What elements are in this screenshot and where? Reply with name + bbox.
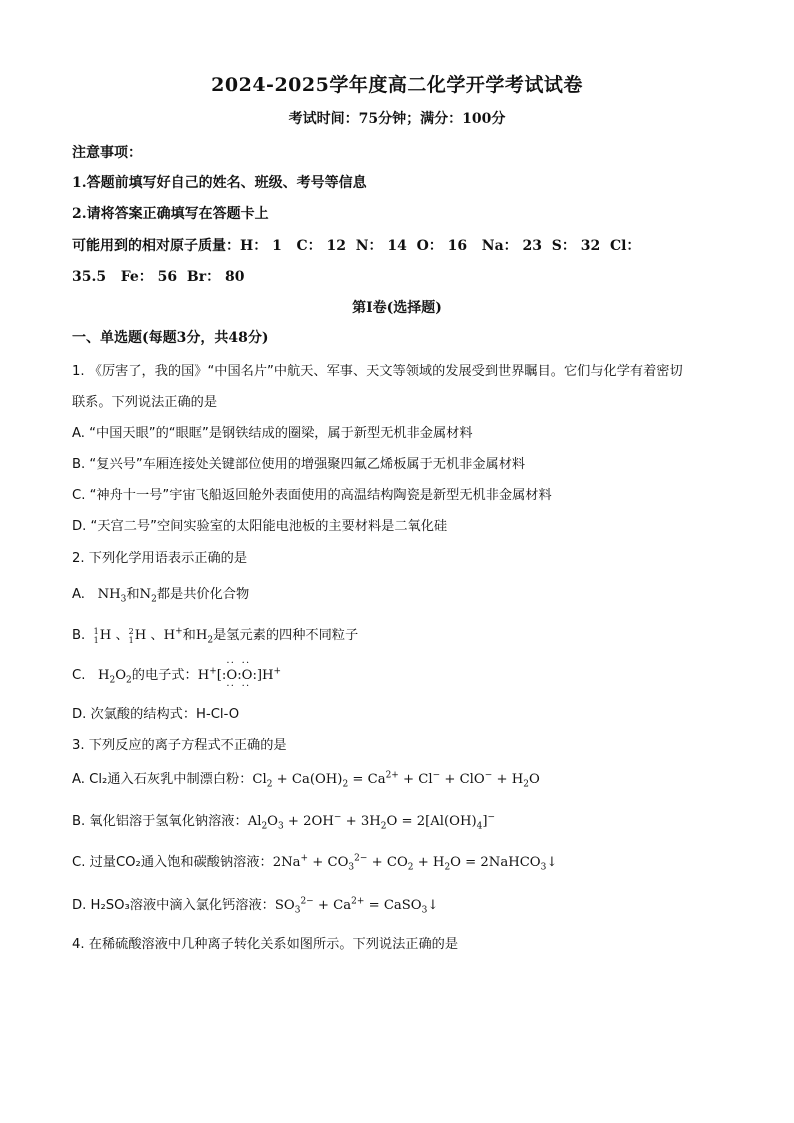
q2-b-text: 是氢元素的四种不同粒子 (213, 628, 359, 643)
q1-option-b: B. “复兴号”车厢连接处关键部位使用的增强聚四氟乙烯板属于无机非金属材料 (72, 457, 526, 472)
q3-option-a (72, 768, 540, 790)
q2-stem: 2. 下列化学用语表示正确的是 (72, 551, 248, 566)
q2-a-and: 和 (126, 587, 140, 602)
q2-c-electron-formula: H+[:· · O · ·:· · O · ·:]H+ (198, 668, 281, 683)
q3-stem: 3. 下列反应的离子方程式不正确的是 (72, 738, 287, 753)
q2-option-c (72, 664, 282, 686)
q3-a-label: A. Cl₂通入石灰乳中制漂白粉： (72, 772, 253, 787)
q2-c-text: 的电子式： (131, 668, 198, 683)
q3-d-label: D. H₂SO₃溶液中滴入氯化钙溶液： (72, 898, 275, 913)
atomic-masses-line-1: 可能用到的相对原子质量：H： 1 C： 12 N： 14 O： 16 Na： 23 S： 32 Cl： (72, 238, 641, 254)
q3-c-label: C. 过量CO₂通入饱和碳酸钠溶液： (72, 855, 273, 870)
q1-option-a: A. “中国天眼”的“眼眶”是钢铁结成的圈梁，属于新型无机非金属材料 (72, 426, 473, 441)
notes-item-2: 2.请将答案正确填写在答题卡上 (72, 206, 269, 222)
q3-a-equation: $Cl_2 + Ca(OH)_2 = Ca^{2+} + Cl^- + ClO^- + H_2O$ (252, 770, 540, 790)
q2-a-formula-2: $N_2$ (139, 587, 157, 605)
volume-title: 第Ⅰ卷(选择题) (352, 300, 442, 316)
q2-c-label: C. (72, 668, 86, 683)
q3-d-equation: $SO_3^{2-} + Ca^{2+}$ = CaSO$_3$↓ (274, 896, 439, 916)
q3-option-b (72, 810, 496, 832)
q2-b-label: B. (72, 628, 86, 643)
q2-b-formula: 1 1H 、2 1H 、H+ (93, 626, 183, 645)
q1-stem-line-2: 联系。下列说法正确的是 (72, 395, 218, 410)
q3-b-label: B. 氧化铝溶于氢氧化钠溶液： (72, 814, 248, 829)
notes-item-1: 1.答题前填写好自己的姓名、班级、考号等信息 (72, 175, 367, 191)
q3-c-equation: $2Na^+ + CO_3^{2-} + CO_2 + H_2O$ = 2NaHCO$_3$↓ (272, 853, 558, 873)
q2-a-label: A. (72, 587, 85, 602)
q1-option-d: D. “天宫二号”空间实验室的太阳能电池板的主要材料是二氧化硅 (72, 519, 448, 534)
q2-c-formula: $H_2O_2$ (89, 668, 132, 686)
q1-stem-line-1: 1. 《厉害了，我的国》“中国名片”中航天、军事、天文等领域的发展受到世界瞩目。它们与化学有着密切 (72, 364, 683, 379)
q2-option-b (72, 624, 358, 645)
q1-option-c: C. “神舟十一号”宇宙飞船返回舱外表面使用的高温结构陶瓷是新型无机非金属材料 (72, 488, 552, 503)
part-title: 一、单选题(每题3分，共48分) (72, 330, 269, 346)
q2-b-formula-2: $H_2$ (195, 628, 214, 646)
q2-a-text: 都是共价化合物 (156, 587, 250, 602)
q2-option-a (72, 583, 250, 605)
exam-subtitle: 考试时间：75分钟；满分：100分 (288, 111, 506, 127)
exam-title: 2024-2025学年度高二化学开学考试试卷 (211, 74, 583, 96)
notes-heading: 注意事项： (72, 145, 142, 161)
q2-option-d: D. 次氯酸的结构式：H-Cl-O (72, 707, 240, 722)
q3-option-d (72, 894, 439, 916)
atomic-masses-line-2: 35.5 Fe： 56 Br： 80 (72, 269, 245, 285)
q3-b-equation: $Al_2O_3 + 2OH^- + 3H_2O = 2[Al(OH)_4]^-$ (247, 812, 496, 832)
q4-stem: 4. 在稀硫酸溶液中几种离子转化关系如图所示。下列说法正确的是 (72, 937, 459, 952)
q3-option-c (72, 851, 558, 873)
q2-a-formula: $NH_3$ (89, 587, 127, 605)
q2-b-and: 和 (182, 628, 196, 643)
